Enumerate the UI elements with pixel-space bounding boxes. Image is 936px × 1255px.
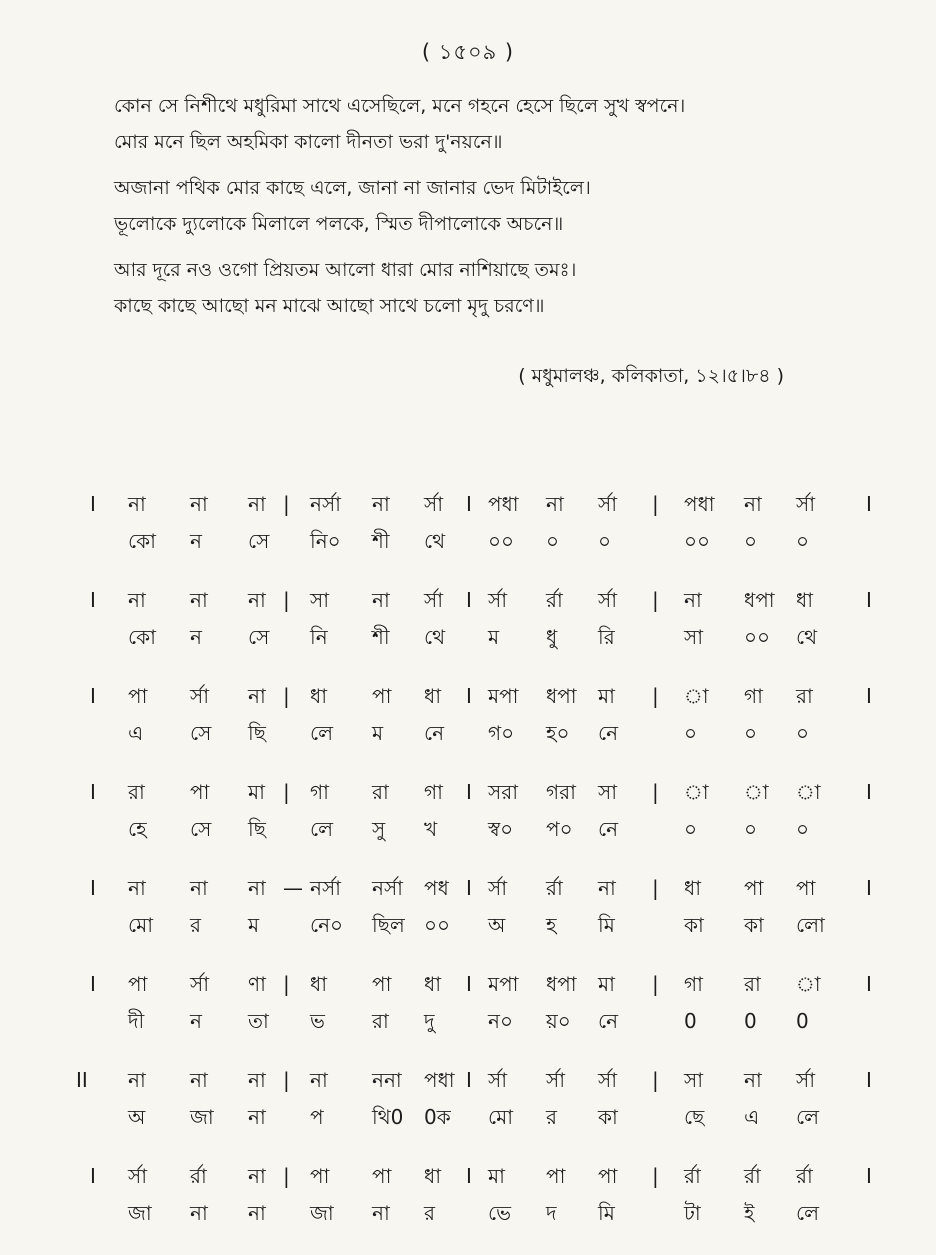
swara-note: র্সা [128, 1164, 148, 1188]
swara-note: র্রা [796, 1164, 813, 1188]
lyric-syllable: রি [598, 625, 615, 649]
bar-line: | [652, 1068, 659, 1092]
swara-note: রা [128, 780, 145, 804]
notation-line [0, 772, 936, 868]
lyric-syllable: ০ [684, 817, 698, 841]
lyric-syllable-row [0, 905, 936, 945]
line-start-symbol: I [90, 588, 96, 612]
line-end-symbol: I [866, 588, 872, 612]
swara-note: র্সা [546, 1068, 566, 1092]
lyric-syllable: ০ [546, 529, 560, 553]
lyric-syllable: কা [598, 1105, 618, 1129]
lyric-syllable: 0 [744, 1009, 757, 1033]
swara-note: না [128, 876, 146, 900]
lyric-syllable-row [0, 521, 936, 561]
lyric-syllable: নে [598, 721, 619, 745]
page-number: ( ১৫০৯ ) [421, 40, 515, 64]
lyric-syllable: ছি [248, 817, 266, 841]
line-end-symbol: I [866, 1068, 872, 1092]
bar-line: | [652, 588, 659, 612]
swara-note: র্রা [684, 1164, 701, 1188]
swara-row [0, 580, 936, 620]
swara-note: না [310, 1068, 328, 1092]
swara-note: ধপা [546, 684, 577, 708]
swara-note: মা [488, 1164, 505, 1188]
swara-note: র্সা [190, 972, 210, 996]
stanza [114, 252, 874, 324]
source-citation: ( মধুমালঞ্চ, কলিকাতা, ১২।৫।৮৪ ) [518, 365, 784, 387]
line-start-symbol: II [76, 1068, 88, 1092]
swara-note: া [744, 780, 769, 804]
swara-note: গা [424, 780, 443, 804]
lyric-syllable: দী [128, 1009, 145, 1033]
swara-note: ধপা [546, 972, 577, 996]
line-start-symbol: I [90, 684, 96, 708]
bar-line: | [283, 780, 290, 804]
swara-note: ধা [424, 684, 442, 708]
swara-note: া [796, 972, 821, 996]
notation-line [0, 676, 936, 772]
stanza [114, 88, 874, 160]
lyric-line: ভূলোকে দ্যুলোকে মিলালে পলকে, স্মিত দীপালোকে অচনে॥ [114, 213, 564, 235]
swara-note: না [744, 492, 762, 516]
song-lyrics [114, 88, 874, 334]
lyric-syllable: মো [488, 1105, 514, 1129]
swara-note: রা [796, 684, 813, 708]
swara-note: পা [372, 972, 392, 996]
swara-note: র্সা [598, 492, 618, 516]
swara-note: সরা [488, 780, 519, 804]
bar-line: | [652, 972, 659, 996]
lyric-syllable: ০ [796, 529, 810, 553]
lyric-syllable: ০ [744, 817, 758, 841]
swara-note: পা [372, 684, 392, 708]
bar-line: — [283, 876, 303, 900]
line-end-symbol: I [866, 492, 872, 516]
lyric-syllable: লে [796, 1105, 820, 1129]
swara-note: ননা [372, 1068, 402, 1092]
lyric-syllable: থি0 [372, 1105, 404, 1129]
swara-note: পা [128, 684, 148, 708]
lyric-syllable: ০ [796, 817, 810, 841]
swara-note: ধা [310, 684, 328, 708]
lyric-syllable: ০০ [424, 913, 451, 937]
lyric-syllable: মি [598, 1201, 615, 1225]
swara-note: া [684, 684, 709, 708]
swara-note: না [744, 1068, 762, 1092]
lyric-syllable: ০ [744, 529, 758, 553]
lyric-syllable: লে [310, 721, 334, 745]
swara-note: নর্সা [372, 876, 403, 900]
line-end-symbol: I [866, 876, 872, 900]
swara-note: র্সা [424, 588, 444, 612]
bar-line: | [283, 1164, 290, 1188]
lyric-syllable: ভে [488, 1201, 512, 1225]
lyric-syllable: খ [424, 817, 438, 841]
swara-note: রা [744, 972, 761, 996]
lyric-syllable: নে [424, 721, 445, 745]
lyric-syllable: থে [796, 625, 818, 649]
lyric-syllable: র [190, 913, 202, 937]
lyric-syllable: ন [190, 529, 202, 553]
lyric-syllable-row [0, 1193, 936, 1233]
swara-row [0, 772, 936, 812]
lyric-syllable: স্ব০ [488, 817, 514, 841]
swara-note: পা [796, 876, 816, 900]
line-start-symbol: I [90, 972, 96, 996]
swara-row [0, 1156, 936, 1196]
lyric-syllable: ভ [310, 1009, 325, 1033]
lyric-syllable: অ [128, 1105, 146, 1129]
notation-line [0, 964, 936, 1060]
lyric-syllable: লো [796, 913, 825, 937]
swara-note: ধা [310, 972, 328, 996]
lyric-syllable: সে [248, 529, 270, 553]
swara-note: না [128, 492, 146, 516]
line-end-symbol: I [866, 780, 872, 804]
lyric-syllable: র [546, 1105, 558, 1129]
lyric-syllable: জা [128, 1201, 152, 1225]
lyric-syllable: নি [310, 625, 328, 649]
lyric-syllable: নি০ [310, 529, 341, 553]
lyric-syllable: না [248, 1201, 266, 1225]
lyric-syllable: হ [546, 913, 557, 937]
notation-line [0, 484, 936, 580]
lyric-syllable: কো [128, 529, 156, 553]
lyric-syllable: সু [372, 817, 386, 841]
bar-line: | [283, 972, 290, 996]
swaralipi-notation [0, 484, 936, 1252]
bar-line: I [466, 684, 472, 708]
swara-note: মপা [488, 684, 519, 708]
swara-row [0, 484, 936, 524]
bar-line: | [652, 1164, 659, 1188]
lyric-syllable: প [310, 1105, 324, 1129]
lyric-syllable-row [0, 1097, 936, 1137]
lyric-syllable: য়০ [546, 1009, 571, 1033]
swara-note: র্সা [598, 588, 618, 612]
bar-line: | [652, 780, 659, 804]
lyric-syllable: গ০ [488, 721, 515, 745]
line-end-symbol: I [866, 684, 872, 708]
swara-row [0, 676, 936, 716]
lyric-syllable: প০ [546, 817, 573, 841]
swara-note: পা [598, 1164, 618, 1188]
stanza [114, 170, 874, 242]
swara-note: সা [598, 780, 618, 804]
swara-note: মা [248, 780, 265, 804]
lyric-syllable: ন [190, 625, 202, 649]
swara-note: মা [598, 972, 615, 996]
lyric-syllable: ০ [598, 529, 612, 553]
lyric-line: কোন সে নিশীথে মধুরিমা সাথে এসেছিলে, মনে গহনে হেসে ছিলে সুখ স্বপনে। [114, 95, 686, 117]
swara-note: সা [310, 588, 330, 612]
lyric-syllable: ০০ [684, 529, 711, 553]
swara-note: সা [684, 1068, 704, 1092]
swara-note: র্সা [488, 876, 508, 900]
lyric-syllable: টা [684, 1201, 701, 1225]
swara-note: র্রা [190, 1164, 207, 1188]
swara-note: না [248, 588, 266, 612]
lyric-syllable: কা [684, 913, 704, 937]
lyric-syllable: তা [248, 1009, 269, 1033]
swara-note: না [248, 1164, 266, 1188]
lyric-syllable: ০০ [744, 625, 771, 649]
lyric-syllable: ০ [744, 721, 758, 745]
swara-note: না [248, 684, 266, 708]
lyric-syllable: কা [744, 913, 764, 937]
lyric-syllable: দ [546, 1201, 557, 1225]
swara-note: পধ [424, 876, 449, 900]
lyric-syllable: ম [372, 721, 384, 745]
swara-note: ণা [248, 972, 266, 996]
bar-line: I [466, 780, 472, 804]
swara-note: না [372, 588, 390, 612]
swara-note: া [796, 780, 821, 804]
swara-row [0, 1060, 936, 1100]
swara-note: না [248, 876, 266, 900]
line-start-symbol: I [90, 492, 96, 516]
lyric-syllable: জা [190, 1105, 214, 1129]
lyric-syllable: ধু [546, 625, 558, 649]
swara-note: র্সা [796, 1068, 816, 1092]
lyric-syllable: মো [128, 913, 154, 937]
lyric-syllable: ন০ [488, 1009, 513, 1033]
bar-line: I [466, 1068, 472, 1092]
lyric-syllable: কো [128, 625, 156, 649]
swara-note: ধা [424, 1164, 442, 1188]
lyric-syllable: সে [190, 817, 212, 841]
bar-line: I [466, 588, 472, 612]
lyric-syllable: অ [488, 913, 506, 937]
notation-line [0, 868, 936, 964]
swara-note: না [190, 1068, 208, 1092]
swara-note: নর্সা [310, 492, 341, 516]
bar-line: | [283, 492, 290, 516]
lyric-syllable-row [0, 617, 936, 657]
lyric-syllable: ছে [684, 1105, 705, 1129]
swara-note: র্রা [744, 1164, 761, 1188]
lyric-syllable: ০০ [488, 529, 515, 553]
swara-note: না [372, 492, 390, 516]
notation-line [0, 1060, 936, 1156]
lyric-syllable: র [424, 1201, 436, 1225]
swara-note: পা [190, 780, 210, 804]
lyric-syllable: রা [372, 1009, 389, 1033]
lyric-syllable: 0 [796, 1009, 809, 1033]
lyric-syllable: 0 [684, 1009, 697, 1033]
swara-note: গা [684, 972, 703, 996]
lyric-syllable: সে [248, 625, 270, 649]
swara-note: ধপা [744, 588, 775, 612]
lyric-syllable: সে [190, 721, 212, 745]
bar-line: | [652, 684, 659, 708]
bar-line: | [283, 684, 290, 708]
lyric-syllable-row [0, 713, 936, 753]
swara-note: না [598, 876, 616, 900]
lyric-syllable: ছিল [372, 913, 405, 937]
swara-note: না [128, 588, 146, 612]
line-start-symbol: I [90, 780, 96, 804]
lyric-syllable: সা [684, 625, 704, 649]
swara-note: র্সা [796, 492, 816, 516]
swara-note: না [190, 876, 208, 900]
lyric-syllable: না [190, 1201, 208, 1225]
lyric-syllable: নে০ [310, 913, 344, 937]
swara-note: র্সা [424, 492, 444, 516]
line-start-symbol: I [90, 1164, 96, 1188]
lyric-syllable: শী [372, 625, 390, 649]
bar-line: I [466, 876, 472, 900]
lyric-syllable: ই [744, 1201, 755, 1225]
swara-note: পা [744, 876, 764, 900]
lyric-syllable: ম [488, 625, 500, 649]
lyric-syllable: এ [128, 721, 144, 745]
swara-row [0, 964, 936, 1004]
swara-note: মা [598, 684, 615, 708]
lyric-line: আর দূরে নও ওগো প্রিয়তম আলো ধারা মোর নাশিয়াছে তমঃ। [114, 259, 577, 281]
bar-line: I [466, 972, 472, 996]
line-end-symbol: I [866, 1164, 872, 1188]
notation-line [0, 580, 936, 676]
bar-line: | [652, 492, 659, 516]
lyric-syllable: হ০ [546, 721, 570, 745]
line-end-symbol: I [866, 972, 872, 996]
lyric-syllable: ০ [684, 721, 698, 745]
swara-note: র্রা [546, 588, 563, 612]
lyric-syllable: শী [372, 529, 390, 553]
swara-note: র্রা [546, 876, 563, 900]
swara-note: ধা [424, 972, 442, 996]
swara-note: া [684, 780, 709, 804]
notation-line [0, 1156, 936, 1252]
lyric-syllable: লে [796, 1201, 820, 1225]
swara-note: না [546, 492, 564, 516]
swara-note: র্সা [488, 1068, 508, 1092]
lyric-syllable: ন [190, 1009, 202, 1033]
lyric-syllable: নে [598, 817, 619, 841]
lyric-syllable: লে [310, 817, 334, 841]
swara-row [0, 868, 936, 908]
bar-line: I [466, 1164, 472, 1188]
swara-note: না [128, 1068, 146, 1092]
swara-note: নর্সা [310, 876, 341, 900]
lyric-syllable: না [248, 1105, 266, 1129]
lyric-syllable-row [0, 1001, 936, 1041]
bar-line: | [652, 876, 659, 900]
swara-note: না [684, 588, 702, 612]
lyric-syllable: ছি [248, 721, 266, 745]
swara-note: না [248, 492, 266, 516]
lyric-syllable-row [0, 809, 936, 849]
swara-note: গা [310, 780, 329, 804]
swara-note: পধা [424, 1068, 455, 1092]
swara-note: রা [372, 780, 389, 804]
swara-note: না [190, 588, 208, 612]
swara-note: র্সা [190, 684, 210, 708]
swara-note: পা [310, 1164, 330, 1188]
swara-note: র্সা [488, 588, 508, 612]
lyric-syllable: মি [598, 913, 615, 937]
bar-line: | [283, 1068, 290, 1092]
swara-note: মপা [488, 972, 519, 996]
swara-note: পা [546, 1164, 566, 1188]
lyric-syllable: দু [424, 1009, 435, 1033]
swara-note: না [248, 1068, 266, 1092]
lyric-syllable: ম [248, 913, 260, 937]
swara-note: ধা [796, 588, 814, 612]
lyric-line: কাছে কাছে আছো মন মাঝে আছো সাথে চলো মৃদু চরণে॥ [114, 295, 545, 317]
bar-line: I [466, 492, 472, 516]
lyric-syllable: জা [310, 1201, 334, 1225]
swara-note: গরা [546, 780, 576, 804]
line-start-symbol: I [90, 876, 96, 900]
swara-note: ধা [684, 876, 702, 900]
swara-note: পধা [488, 492, 519, 516]
bar-line: | [283, 588, 290, 612]
lyric-syllable: এ [744, 1105, 760, 1129]
swara-note: পধা [684, 492, 715, 516]
lyric-line: মোর মনে ছিল অহমিকা কালো দীনতা ভরা দু'নয়নে॥ [114, 131, 503, 153]
lyric-syllable: 0ক [424, 1105, 451, 1129]
lyric-syllable: থে [424, 625, 446, 649]
lyric-syllable: নে [598, 1009, 619, 1033]
lyric-syllable: ০ [796, 721, 810, 745]
swara-note: পা [128, 972, 148, 996]
lyric-syllable: হে [128, 817, 147, 841]
swara-note: পা [372, 1164, 392, 1188]
swara-note: গা [744, 684, 763, 708]
swara-note: র্সা [598, 1068, 618, 1092]
lyric-syllable: না [372, 1201, 390, 1225]
swara-note: না [190, 492, 208, 516]
lyric-syllable: থে [424, 529, 446, 553]
lyric-line: অজানা পথিক মোর কাছে এলে, জানা না জানার ভেদ মিটাইলে। [114, 177, 591, 199]
